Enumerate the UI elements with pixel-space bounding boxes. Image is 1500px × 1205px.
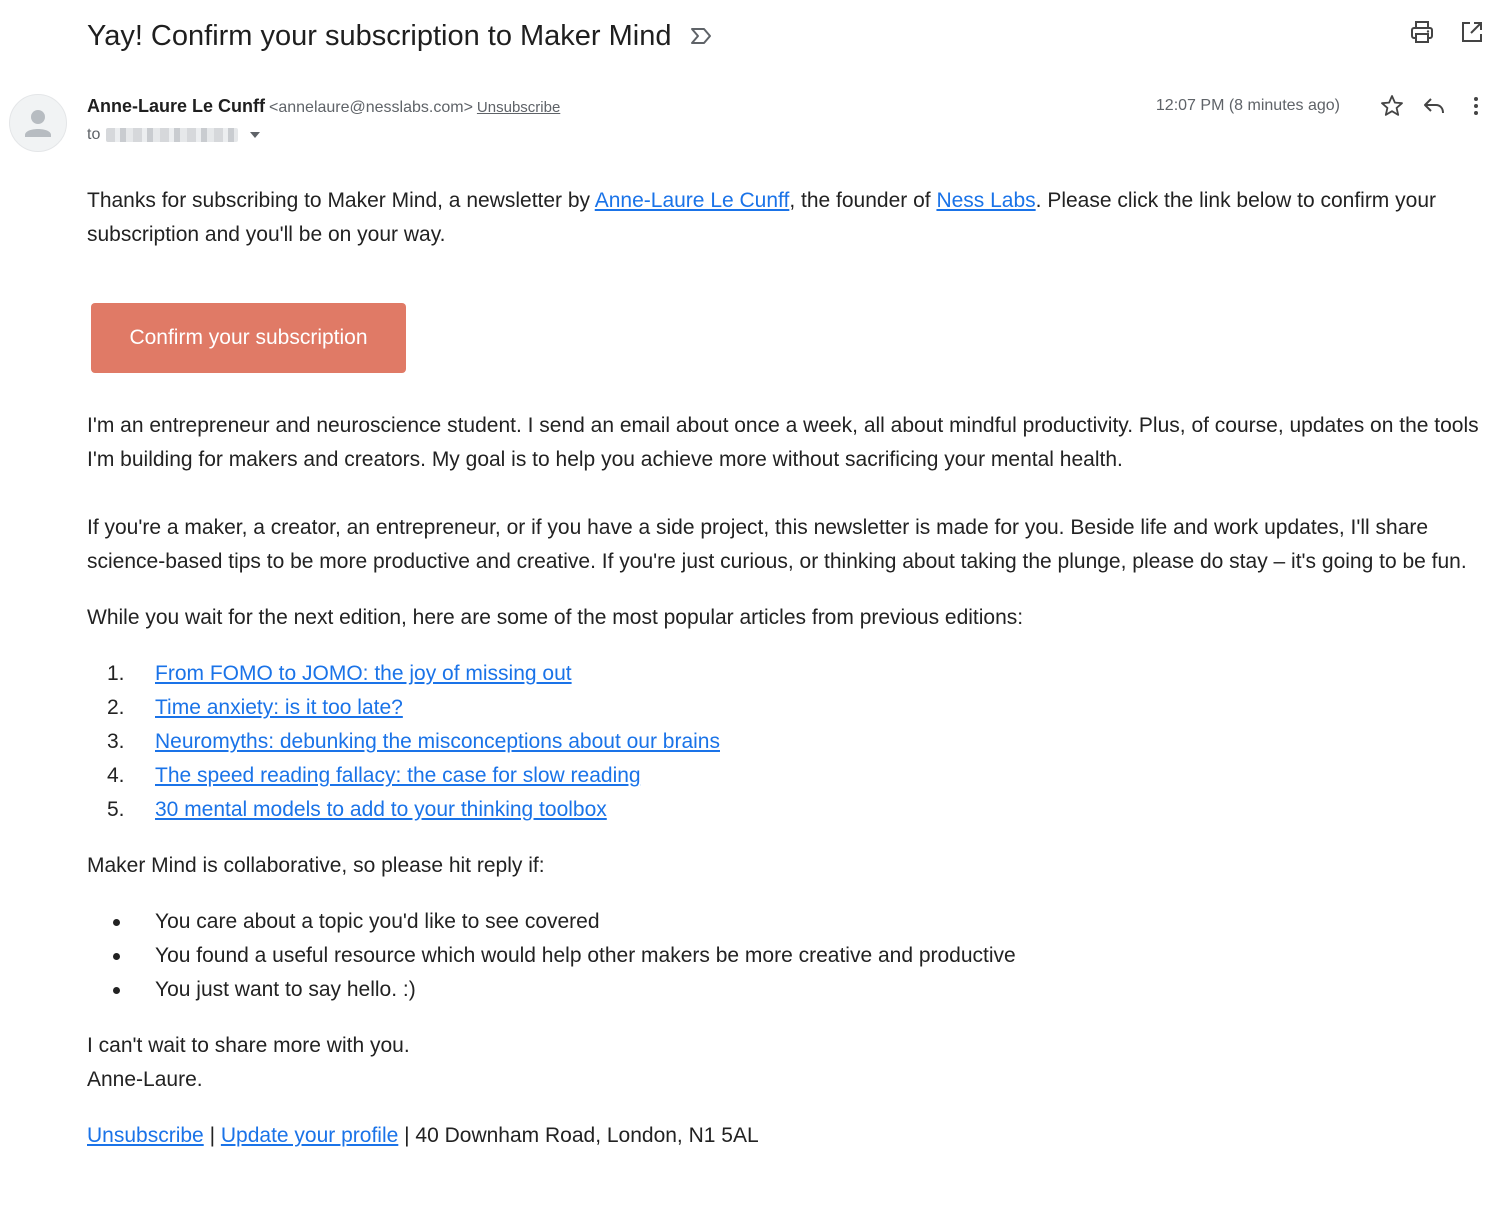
- articles-intro: While you wait for the next edition, here are some of the most popular articles from previous editions:: [87, 606, 1024, 629]
- intro-paragraph: [87, 184, 1489, 252]
- sender-name[interactable]: Anne-Laure Le Cunff: [87, 96, 265, 116]
- list-number: 3.: [107, 730, 125, 753]
- list-number: 2.: [107, 696, 125, 719]
- signoff-line-2: Anne-Laure.: [87, 1068, 203, 1091]
- confirm-subscription-button[interactable]: Confirm your subscription: [91, 303, 406, 373]
- important-marker-icon[interactable]: [688, 23, 714, 49]
- intro-text-3: . Please click the link below to confirm your subscription and you'll be on your way.: [87, 189, 1436, 246]
- signoff: [87, 1029, 1489, 1097]
- list-item: [87, 725, 1489, 759]
- list-number: 4.: [107, 764, 125, 787]
- audience-paragraph: If you're a maker, a creator, an entrepreneur, or if you have a side project, this newsletter is made for you. Beside life and work updates, I'll share science-based tips to be more productive and creative. If you're just curious, or thinking about taking the plunge, please do stay – it's going to be fun.: [87, 516, 1467, 573]
- author-link[interactable]: Anne-Laure Le Cunff: [594, 189, 790, 212]
- recipient-prefix: to: [87, 126, 101, 143]
- sender-email: <annelaure@nesslabs.com>: [269, 99, 473, 116]
- article-list: [87, 657, 1489, 827]
- email-subject: Yay! Confirm your subscription to Maker Mind: [87, 19, 672, 52]
- bullet-text: You just want to say hello. :): [155, 978, 416, 1001]
- about-paragraph: I'm an entrepreneur and neuroscience student. I send an email about once a week, all about mindful productivity. Plus, of course, updates on the tools I'm building for makers and creators. My goal is to help you achieve more without sacrificing your mental health.: [87, 414, 1479, 471]
- signoff-line-1: I can't wait to share more with you.: [87, 1034, 410, 1057]
- list-item: [87, 939, 1489, 973]
- article-link[interactable]: 30 mental models to add to your thinking toolbox: [155, 798, 607, 821]
- recipient-line: [87, 126, 260, 144]
- chevron-down-icon[interactable]: [250, 132, 260, 138]
- reply-reasons-list: [87, 905, 1489, 1007]
- intro-text-2: , the founder of: [789, 189, 937, 212]
- list-item: [87, 905, 1489, 939]
- article-link[interactable]: Time anxiety: is it too late?: [155, 696, 403, 719]
- list-item: [87, 691, 1489, 725]
- bullet-icon: [113, 987, 120, 994]
- article-link[interactable]: Neuromyths: debunking the misconceptions about our brains: [155, 730, 720, 753]
- star-icon[interactable]: [1378, 92, 1406, 120]
- bullet-text: You found a useful resource which would help other makers be more creative and productive: [155, 944, 1016, 967]
- email-timestamp: 12:07 PM (8 minutes ago): [1155, 97, 1340, 114]
- footer-address: | 40 Downham Road, London, N1 5AL: [398, 1124, 759, 1147]
- list-item: [87, 657, 1489, 691]
- email-body: [87, 184, 1489, 1153]
- sender-line: [87, 96, 560, 117]
- article-link[interactable]: From FOMO to JOMO: the joy of missing out: [155, 662, 572, 685]
- header-unsubscribe-link[interactable]: Unsubscribe: [476, 99, 561, 116]
- header-actions: [1156, 92, 1490, 120]
- list-number: 5.: [107, 798, 125, 821]
- list-item: [87, 759, 1489, 793]
- bullet-icon: [113, 919, 120, 926]
- recipient-redacted: [106, 128, 238, 142]
- list-number: 1.: [107, 662, 125, 685]
- reply-icon[interactable]: [1420, 92, 1448, 120]
- email-footer: [87, 1119, 1489, 1153]
- update-profile-link[interactable]: Update your profile: [220, 1124, 399, 1147]
- bullet-text: You care about a topic you'd like to see covered: [155, 910, 600, 933]
- bullet-icon: [113, 953, 120, 960]
- top-actions: [1408, 18, 1486, 46]
- footer-separator: |: [203, 1124, 221, 1147]
- subject-row: [87, 14, 714, 58]
- list-item: [87, 793, 1489, 827]
- ness-labs-link[interactable]: Ness Labs: [936, 189, 1036, 212]
- more-vert-icon[interactable]: [1462, 92, 1490, 120]
- list-item: [87, 973, 1489, 1007]
- intro-text-1: Thanks for subscribing to Maker Mind, a newsletter by: [87, 189, 595, 212]
- open-new-window-icon[interactable]: [1458, 18, 1486, 46]
- collab-paragraph: Maker Mind is collaborative, so please hit reply if:: [87, 854, 545, 877]
- person-icon: [10, 95, 66, 151]
- print-icon[interactable]: [1408, 18, 1436, 46]
- sender-avatar[interactable]: [9, 94, 67, 152]
- footer-unsubscribe-link[interactable]: Unsubscribe: [87, 1124, 204, 1147]
- article-link[interactable]: The speed reading fallacy: the case for slow reading: [155, 764, 641, 787]
